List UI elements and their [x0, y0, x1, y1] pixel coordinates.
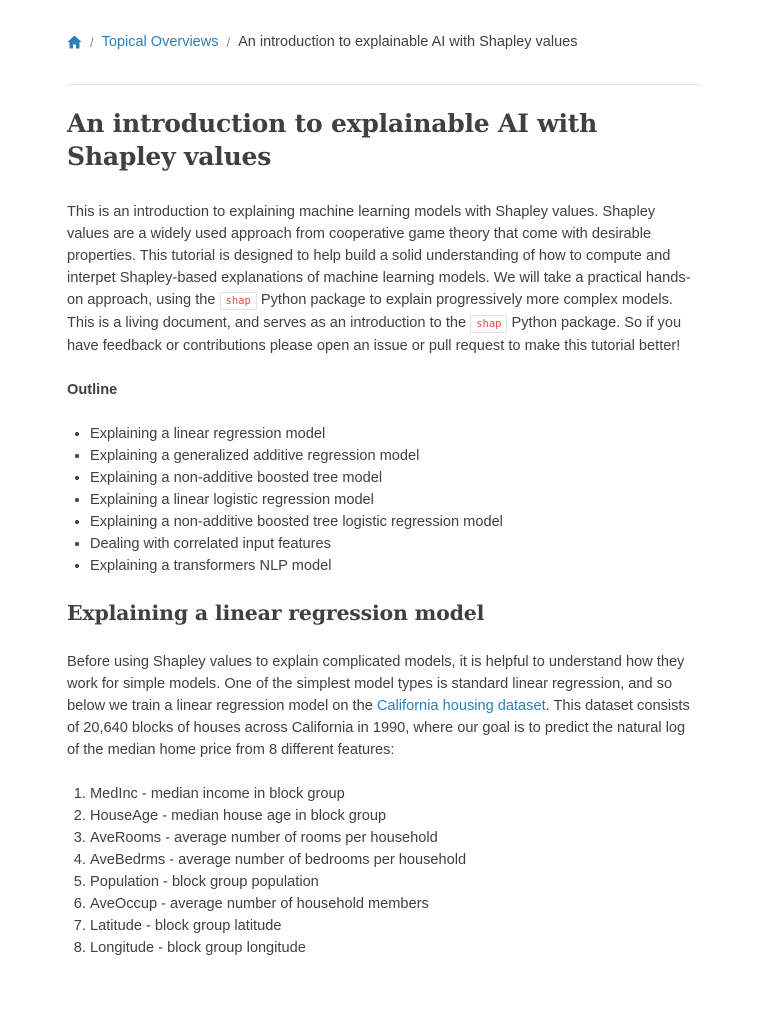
outline-item: • Explaining a transformers NLP model [90, 555, 701, 577]
page-title: An introduction to explainable AI with Shapley values [67, 109, 598, 171]
outline-item: • Explaining a linear logistic regression model [90, 489, 701, 511]
intro-text-2: Python package to explain progressively more complex models. This is a living document, and serves as an introduction to the [67, 292, 673, 331]
breadcrumb-separator: / [226, 34, 231, 50]
inline-code-shap: shap [470, 315, 507, 333]
intro-paragraph [67, 201, 701, 357]
feature-item: 6. AveOccup - average number of household members [90, 893, 701, 915]
breadcrumb-link-topical-overviews[interactable]: Topical Overviews [101, 34, 219, 50]
breadcrumb-separator: / [90, 34, 94, 50]
feature-item: 1. MedInc - median income in block group [90, 783, 701, 805]
breadcrumb [67, 0, 701, 85]
feature-item: 8. Longitude - block group longitude [90, 937, 701, 959]
inline-code-shap: shap [220, 292, 257, 310]
section-paragraph [67, 651, 701, 761]
outline-item: • Explaining a linear regression model [90, 423, 701, 445]
feature-item: 2. HouseAge - median house age in block group [90, 805, 701, 827]
intro-text-1: This is an introduction to explaining machine learning models with Shapley values. Shapley values are a widely used approach from cooperative game theory that come with desirable properties. This tutorial is designed to help build a solid understanding of how to compute and interpet Shapley-based explanations of machine learning models. We will take a practical hands-on approach, using the [67, 204, 691, 308]
outline-item: • Explaining a non-additive boosted tree logistic regression model [90, 511, 701, 533]
section-text-1: Before using Shapley values to explain complicated models, it is helpful to understand how they work for simple models. One of the simplest model types is standard linear regression, and so below we train a linear regression model on the [67, 654, 685, 714]
outline-item: • Explaining a generalized additive regression model [90, 445, 701, 467]
feature-list [67, 783, 701, 959]
outline-item: • Explaining a non-additive boosted tree model [90, 467, 701, 489]
outline-label: Outline [67, 382, 118, 398]
feature-item: 3. AveRooms - average number of rooms per household [90, 827, 701, 849]
california-housing-link[interactable]: California housing dataset [376, 698, 546, 714]
home-icon[interactable] [67, 35, 82, 49]
section-heading-linear-regression: Explaining a linear regression model [67, 601, 485, 625]
feature-item: 4. AveBedrms - average number of bedrooms per household [90, 849, 701, 871]
feature-item: 5. Population - block group population [90, 871, 701, 893]
breadcrumb-current: An introduction to explainable AI with Shapley values [238, 34, 578, 50]
section-text-2: . This dataset consists of 20,640 blocks of houses across California in 1990, where our goal is to predict the natural log of the median home price from 8 different features: [67, 698, 690, 758]
outline-item: • Dealing with correlated input features [90, 533, 701, 555]
outline-list [67, 423, 701, 577]
feature-item: 7. Latitude - block group latitude [90, 915, 701, 937]
intro-text-3: Python package. So if you have feedback or contributions please open an issue or pull request to make this tutorial better! [67, 315, 682, 354]
